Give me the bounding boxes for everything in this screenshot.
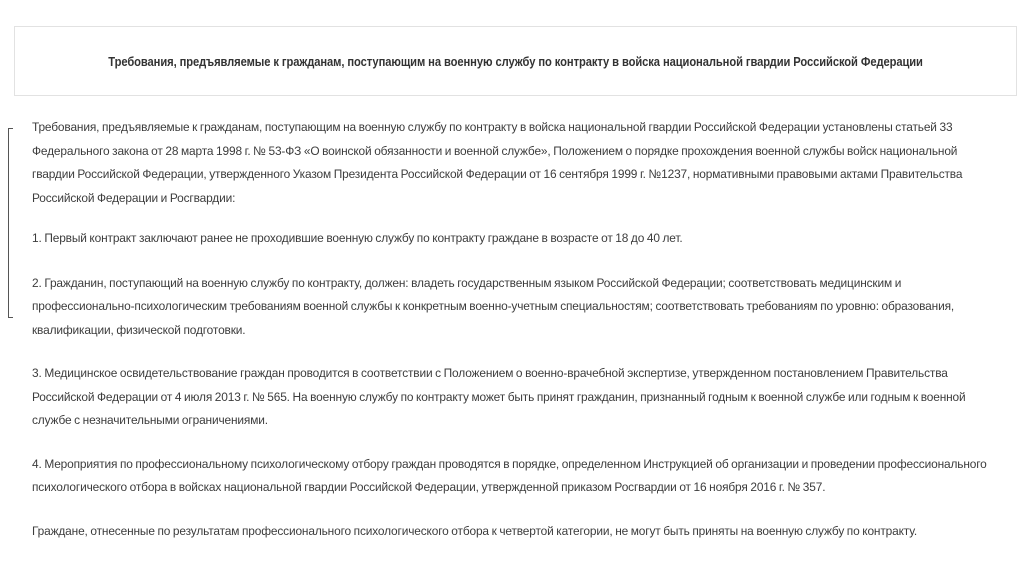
page-title: Требования, предъявляемые к гражданам, поступающим на военную службу по контракту в войска национальной гвардии Российской Федерации	[108, 53, 923, 69]
title-panel	[14, 26, 1017, 96]
requirement-item-2: 2. Гражданин, поступающий на военную службу по контракту, должен: владеть государственным языком Российской Федерации; соответствовать медицинским и профессионально-психологическим требованиям военной службы к конкретным военно-учетным специальностям; соответствовать требованиям по уровню: образования, квалификации, физической подготовки.	[32, 275, 955, 337]
requirement-item-4: 4. Мероприятия по профессиональному психологическому отбору граждан проводятся в порядке, определенном Инструкцией об организации и проведении профессионального психологического отбора в войсках национальной гвардии Российской Федерации, утвержденной приказом Росгвардии от 16 ноября 2016 г. № 357.	[32, 456, 987, 494]
side-bracket-decoration	[8, 128, 13, 318]
note-paragraph: Граждане, отнесенные по результатам профессионального психологического отбора к четвертой категории, не могут быть приняты на военную службу по контракту.	[32, 523, 917, 538]
intro-paragraph: Требования, предъявляемые к гражданам, поступающим на военную службу по контракту в войска национальной гвардии Российской Федерации установлены статьей 33 Федерального закона от 28 марта 1998 г. № 53-ФЗ «О воинской обязанности и военной службе», Положением о порядке прохождения военной службы войск национальной гвардии Российской Федерации, утвержденного Указом Президента Российской Федерации от 16 сентября 1999 г. №1237, нормативными правовыми актами Правительства Российской Федерации и Росгвардии:	[32, 120, 963, 205]
document-body	[32, 116, 992, 543]
requirement-item-1: 1. Первый контракт заключают ранее не проходившие военную службу по контракту граждане в возрасте от 18 до 40 лет.	[32, 231, 683, 245]
requirement-item-3: 3. Медицинское освидетельствование граждан проводится в соответствии с Положением о военно-врачебной экспертизе, утвержденном постановлением Правительства Российской Федерации от 4 июля 2013 г. № 565. На военную службу по контракту может быть принят гражданин, признанный годным к военной службе или годным к военной службе с незначительными ограничениями.	[32, 366, 966, 427]
